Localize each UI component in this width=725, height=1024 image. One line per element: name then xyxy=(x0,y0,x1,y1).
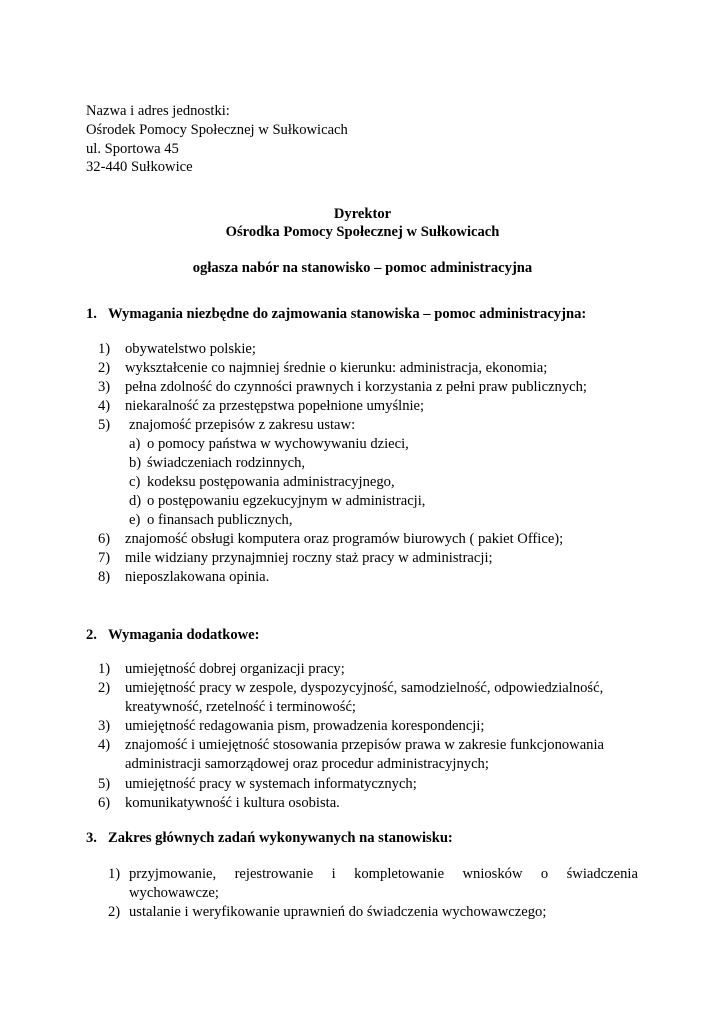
sub-item: kodeksu postępowania administracyjnego, xyxy=(147,474,395,490)
section3-number: 3. xyxy=(86,830,97,846)
sub-item-number: d) xyxy=(129,493,142,509)
list-item: umiejętność pracy w zespole, dyspozycyjność, samodzielność, odpowiedzialność, xyxy=(125,680,604,696)
list-item-number: 2) xyxy=(108,904,121,920)
sub-item: o pomocy państwa w wychowywaniu dzieci, xyxy=(147,436,409,452)
section3-heading: Zakres głównych zadań wykonywanych na stanowisku: xyxy=(108,830,453,846)
list-item-word: przyjmowanie, xyxy=(129,866,217,882)
list-item-number: 1) xyxy=(98,341,111,357)
list-item: nieposzlakowana opinia. xyxy=(125,569,270,585)
list-item-word: świadczenia xyxy=(566,866,638,882)
list-item-number: 1) xyxy=(108,866,121,882)
list-item-continuation: kreatywność, rzetelność i terminowość; xyxy=(125,699,356,715)
list-item-number: 3) xyxy=(98,718,111,734)
sub-item: o finansach publicznych, xyxy=(147,512,293,528)
list-item-number: 7) xyxy=(98,550,111,566)
list-item: znajomość obsługi komputera oraz programów biurowych ( pakiet Office); xyxy=(125,531,564,547)
list-item: komunikatywność i kultura osobista. xyxy=(125,795,340,811)
list-item: umiejętność pracy w systemach informatycznych; xyxy=(125,776,417,792)
section2-number: 2. xyxy=(86,627,97,643)
sub-item-number: a) xyxy=(129,436,141,452)
list-item: znajomość i umiejętność stosowania przepisów prawa w zakresie funkcjonowania xyxy=(125,737,605,753)
list-item xyxy=(129,865,638,883)
sub-item: o postępowaniu egzekucyjnym w administracji, xyxy=(147,493,426,509)
list-item: niekaralność za przestępstwa popełnione umyślnie; xyxy=(125,398,425,414)
sub-item-number: e) xyxy=(129,512,141,528)
section1-number: 1. xyxy=(86,306,97,322)
list-item: umiejętność redagowania pism, prowadzenia korespondencji; xyxy=(125,718,485,734)
list-item-continuation: administracji samorządowej oraz procedur administracyjnych; xyxy=(125,756,489,772)
section2-heading: Wymagania dodatkowe: xyxy=(108,627,260,643)
section1-heading: Wymagania niezbędne do zajmowania stanowiska – pomoc administracyjna: xyxy=(108,306,587,322)
list-item-word: kompletowanie xyxy=(354,866,445,882)
list-item: mile widziany przynajmniej roczny staż pracy w administracji; xyxy=(125,550,493,566)
list-item-number: 3) xyxy=(98,379,111,395)
list-item-number: 1) xyxy=(98,661,111,677)
list-item-number: 6) xyxy=(98,531,111,547)
list-item: umiejętność dobrej organizacji pracy; xyxy=(125,661,345,677)
title-director: Dyrektor xyxy=(333,206,392,222)
address-label: Nazwa i adres jednostki: xyxy=(86,103,230,119)
list-item-number: 4) xyxy=(98,398,111,414)
list-item-number: 5) xyxy=(98,776,111,792)
list-item: pełna zdolność do czynności prawnych i korzystania z pełni praw publicznych; xyxy=(125,379,587,395)
list-item-number: 2) xyxy=(98,360,111,376)
unit-name: Ośrodek Pomocy Społecznej w Sułkowicach xyxy=(86,122,348,138)
list-item: ustalanie i weryfikowanie uprawnień do świadczenia wychowawczego; xyxy=(129,904,547,920)
sub-item: świadczeniach rodzinnych, xyxy=(147,455,306,471)
sub-item-number: c) xyxy=(129,474,141,490)
list-item: wykształcenie co najmniej średnie o kierunku: administracja, ekonomia; xyxy=(125,360,548,376)
list-item-word: i xyxy=(331,866,336,882)
title-institution: Ośrodka Pomocy Społecznej w Sułkowicach xyxy=(225,224,500,240)
list-item-number: 5) xyxy=(98,417,111,433)
title-announcement: ogłasza nabór na stanowisko – pomoc administracyjna xyxy=(192,260,533,276)
list-item-word: rejestrowanie xyxy=(234,866,314,882)
list-item-number: 6) xyxy=(98,795,111,811)
list-item-number: 4) xyxy=(98,737,111,753)
list-item: obywatelstwo polskie; xyxy=(125,341,256,357)
list-item: znajomość przepisów z zakresu ustaw: xyxy=(129,417,356,433)
list-item-word: wniosków xyxy=(462,866,523,882)
sub-item-number: b) xyxy=(129,455,142,471)
list-item-number: 8) xyxy=(98,569,111,585)
list-item-word: o xyxy=(540,866,549,882)
list-item-number: 2) xyxy=(98,680,111,696)
unit-street: ul. Sportowa 45 xyxy=(86,141,179,157)
list-item-continuation: wychowawcze; xyxy=(129,885,219,901)
unit-city: 32-440 Sułkowice xyxy=(86,159,193,175)
